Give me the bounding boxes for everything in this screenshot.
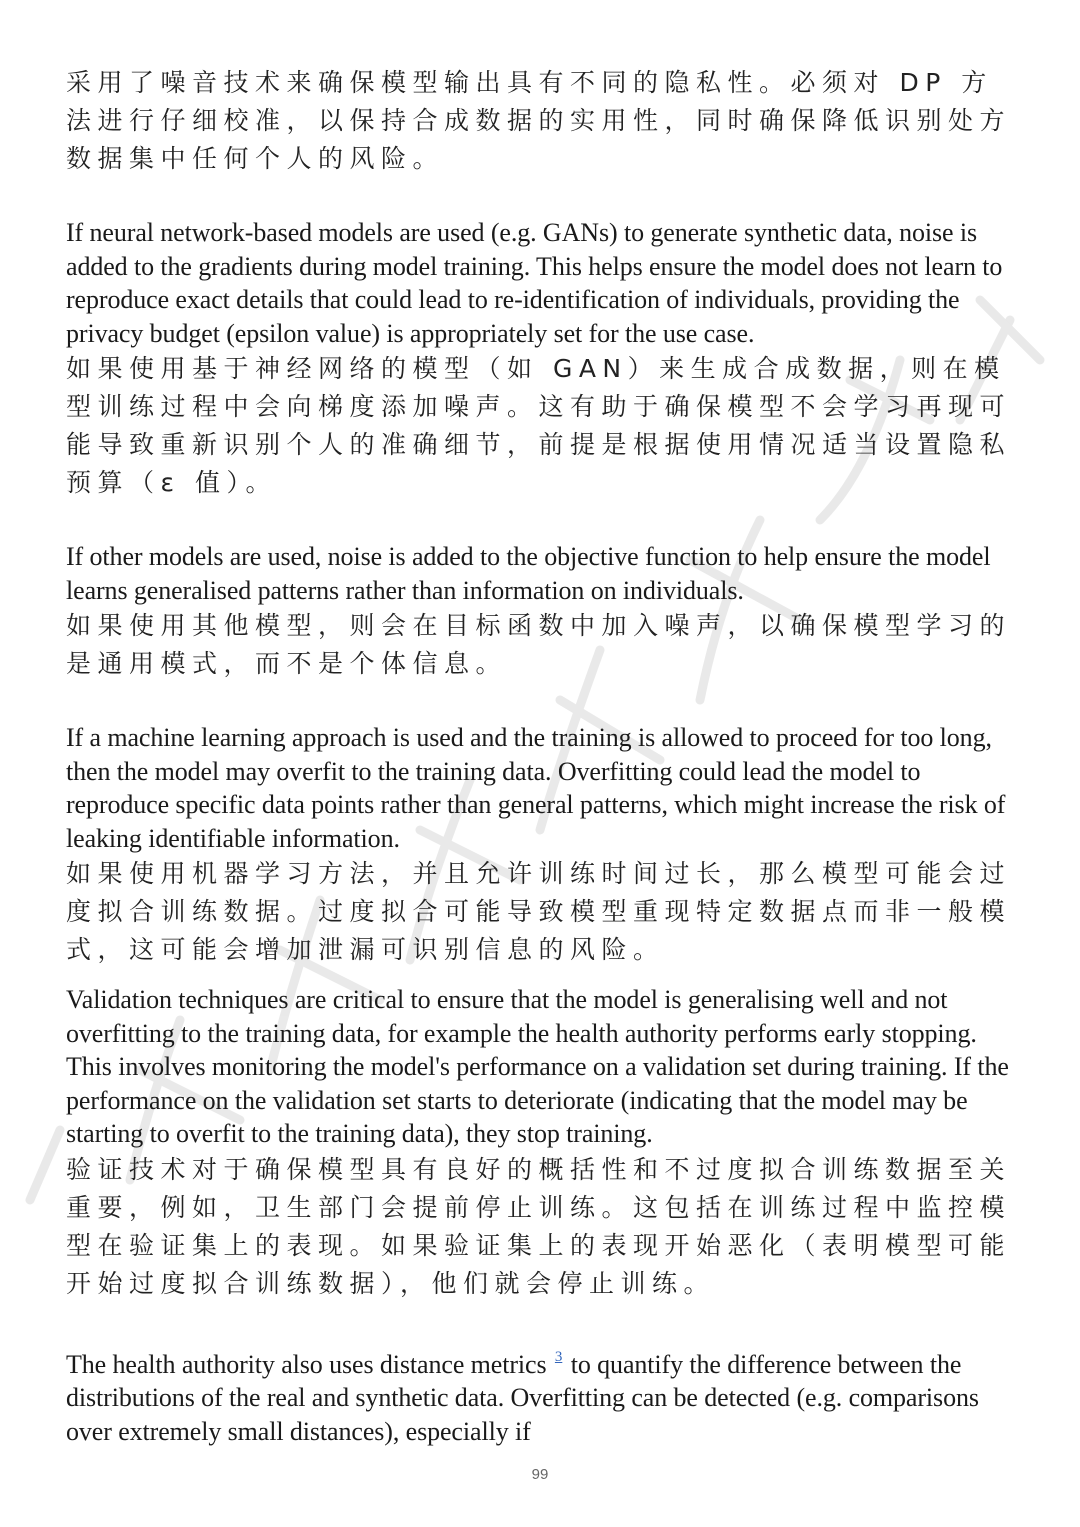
paragraph-overfitting-en: If a machine learning approach is used and the training is allowed to proceed for too long, then the model may overfit to the training data. Overfitting could lead the model to reproduce specific data points rather than general patterns, which might increase the risk of leaking identifiable information. bbox=[66, 723, 1006, 853]
distance-metrics-text-end: to quantify the difference between the distributions of the real and synthetic data. Overfitting can be detected (e.g. comparisons over extremely small distances), especially if bbox=[66, 1349, 979, 1446]
paragraph-dp-noise-zh: 采用了噪音技术来确保模型输出具有不同的隐私性。必须对 DP 方法进行仔细校准，以保持合成数据的实用性，同时确保降低识别处方数据集中任何个人的风险。 bbox=[66, 68, 1012, 173]
footnote-link[interactable]: 3 bbox=[554, 1348, 563, 1365]
paragraph-validation-en: Validation techniques are critical to ensure that the model is generalising well and not overfitting to the training data, for example the health authority performs early stopping. This involves monitoring the model's performance on a validation set during training. If the performance on the validation set starts to deteriorate (indicating that the model may be starting to overfit to the training data), they stop training. bbox=[66, 985, 1009, 1148]
paragraph-distance-metrics-en bbox=[66, 1341, 1016, 1449]
paragraph-other-models-zh: 如果使用其他模型，则会在目标函数中加入噪声，以确保模型学习的是通用模式，而不是个体信息。 bbox=[66, 611, 1012, 678]
document-body bbox=[66, 64, 1016, 1448]
paragraph-gan-zh: 如果使用基于神经网络的模型（如 GAN）来生成合成数据，则在模型训练过程中会向梯度添加噪声。这有助于确保模型不会学习再现可能导致重新识别个人的准确细节，前提是根据使用情况适当设置隐私预算（ε 值）。 bbox=[66, 354, 1012, 497]
distance-metrics-text-start: The health authority also uses distance metrics bbox=[66, 1349, 547, 1379]
paragraph-other-models-en: If other models are used, noise is added to the objective function to help ensure the model learns generalised patterns rather than information on individuals. bbox=[66, 542, 991, 605]
paragraph-gan-en: If neural network-based models are used (e.g. GANs) to generate synthetic data, noise is added to the gradients during model training. This helps ensure the model does not learn to reproduce exact details that could lead to re-identification of individuals, providing the privacy budget (epsilon value) is appropriately set for the use case. bbox=[66, 218, 1003, 348]
page-number: 99 bbox=[531, 1466, 549, 1483]
paragraph-overfitting-zh: 如果使用机器学习方法，并且允许训练时间过长，那么模型可能会过度拟合训练数据。过度拟合可能导致模型重现特定数据点而非一般模式，这可能会增加泄漏可识别信息的风险。 bbox=[66, 859, 1012, 964]
paragraph-validation-zh: 验证技术对于确保模型具有良好的概括性和不过度拟合训练数据至关重要，例如，卫生部门会提前停止训练。这包括在训练过程中监控模型在验证集上的表现。如果验证集上的表现开始恶化（表明模型可能开始过度拟合训练数据），他们就会停止训练。 bbox=[66, 1154, 1012, 1298]
